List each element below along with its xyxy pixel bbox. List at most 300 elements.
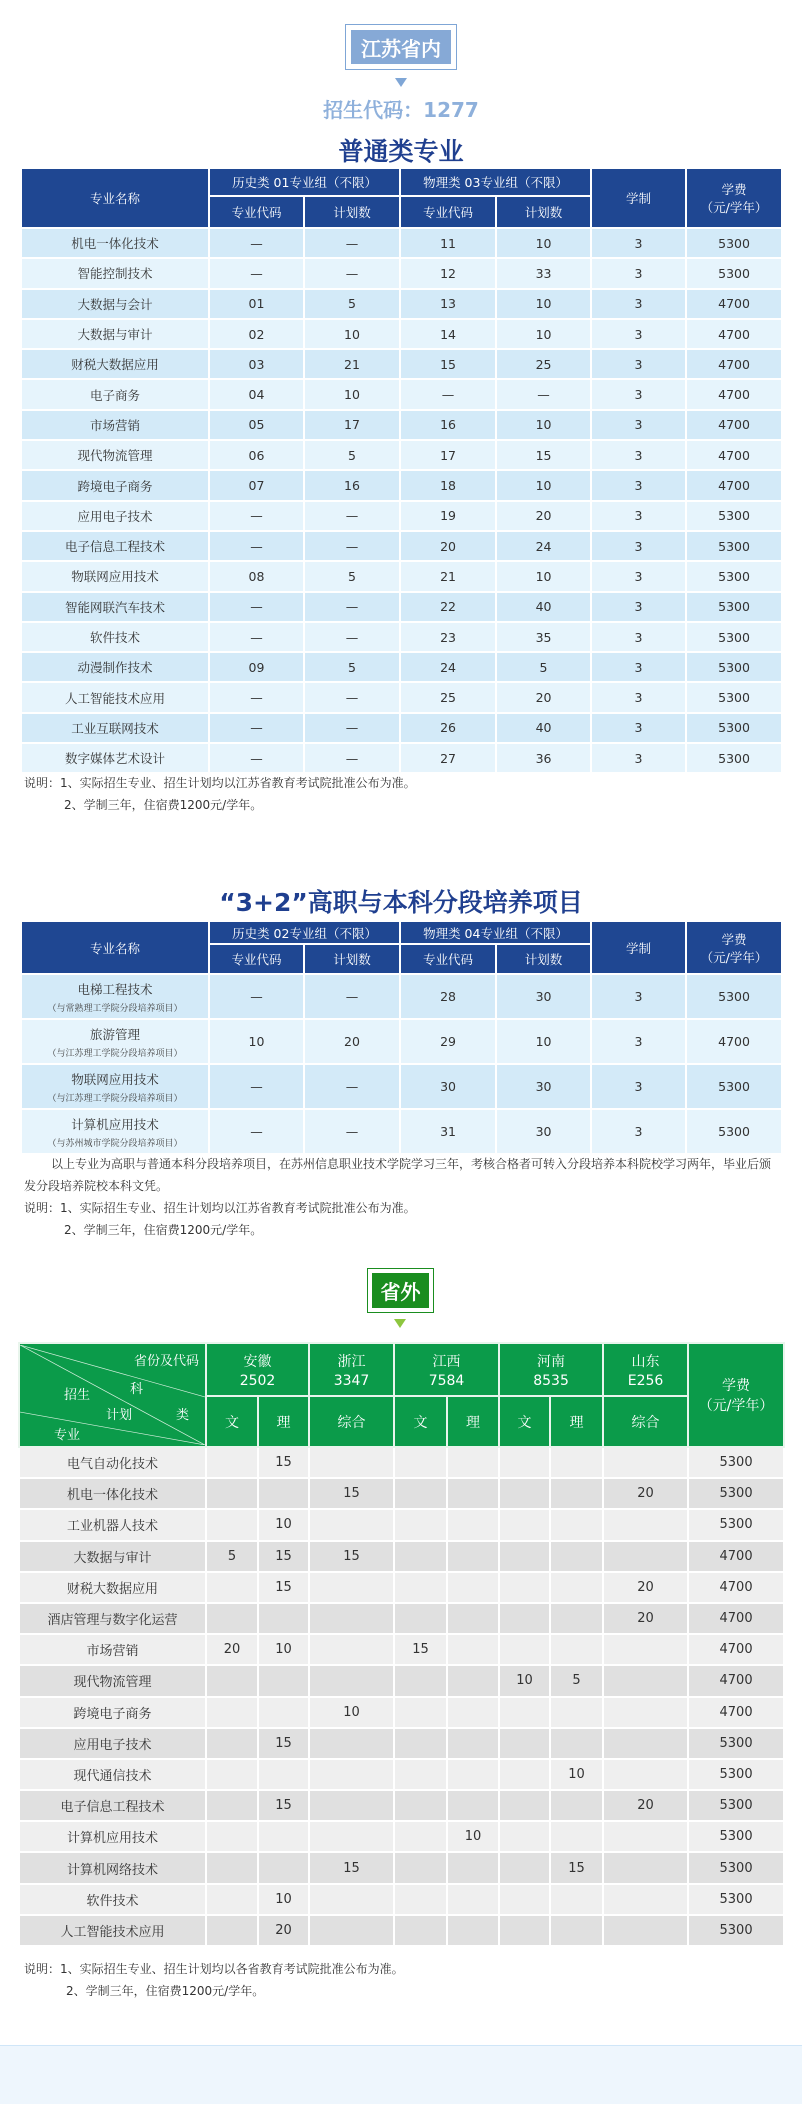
years: 3 xyxy=(591,682,686,712)
table-row xyxy=(21,713,782,743)
fee: 4700 xyxy=(688,1665,784,1696)
fee: 4700 xyxy=(688,1603,784,1634)
header-code: 专业代码 xyxy=(400,196,496,228)
history-plan: 17 xyxy=(304,410,400,440)
table-row xyxy=(19,1541,784,1572)
physics-code: 11 xyxy=(400,228,496,258)
plan-count xyxy=(603,1759,688,1790)
plan-count: 20 xyxy=(603,1572,688,1603)
table-row xyxy=(21,652,782,682)
plan-count xyxy=(309,1915,394,1946)
corner-lei-label: 类 xyxy=(176,1408,190,1423)
physics-code: 27 xyxy=(400,743,496,773)
plan-count xyxy=(258,1665,309,1696)
history-code: — xyxy=(209,974,304,1019)
years: 3 xyxy=(591,652,686,682)
years: 3 xyxy=(591,561,686,591)
fee: 5300 xyxy=(688,1509,784,1540)
fee: 5300 xyxy=(686,561,782,591)
physics-code: 28 xyxy=(400,974,496,1019)
province-code: 8535 xyxy=(533,1372,569,1389)
history-plan: — xyxy=(304,592,400,622)
corner-ke-label: 科 xyxy=(130,1382,144,1397)
plan-count xyxy=(394,1728,447,1759)
header-fee: 学费 （元/学年） xyxy=(688,1343,784,1447)
major-name: 现代物流管理 xyxy=(21,440,209,470)
enrollment-code: 招生代码：1277 xyxy=(323,98,479,122)
physics-plan: 10 xyxy=(496,319,591,349)
province-code: E256 xyxy=(627,1372,664,1389)
years: 3 xyxy=(591,531,686,561)
fee: 5300 xyxy=(686,531,782,561)
plan-count xyxy=(603,1665,688,1696)
major-name: 机电一体化技术 xyxy=(19,1478,206,1509)
plan-count: 20 xyxy=(206,1634,258,1665)
header-code: 专业代码 xyxy=(209,944,304,974)
history-code: 03 xyxy=(209,349,304,379)
plan-count xyxy=(447,1572,499,1603)
major-name xyxy=(21,1064,209,1109)
plan-count xyxy=(447,1509,499,1540)
header-major-name: 专业名称 xyxy=(21,168,209,228)
table-row xyxy=(19,1572,784,1603)
years: 3 xyxy=(591,1019,686,1064)
plan-count xyxy=(394,1478,447,1509)
plan-count xyxy=(447,1665,499,1696)
table-row xyxy=(21,561,782,591)
major-name: 工业机器人技术 xyxy=(19,1509,206,1540)
physics-code: 15 xyxy=(400,349,496,379)
partner-school: （与江苏理工学院分段培养项目） xyxy=(47,1093,183,1104)
major-name xyxy=(21,1109,209,1154)
plan-count xyxy=(550,1884,603,1915)
physics-plan: 10 xyxy=(496,470,591,500)
fee: 5300 xyxy=(688,1915,784,1946)
plan-count xyxy=(603,1541,688,1572)
partner-school: （与苏州城市学院分段培养项目） xyxy=(47,1138,183,1149)
history-code: 08 xyxy=(209,561,304,591)
table-row xyxy=(19,1603,784,1634)
table-row xyxy=(21,1019,782,1064)
header-physics-group: 物理类 03专业组（不限） xyxy=(400,168,591,196)
major-title: 旅游管理 xyxy=(89,1026,140,1042)
table-row xyxy=(21,592,782,622)
plan-count: 15 xyxy=(309,1852,394,1883)
fee: 5300 xyxy=(686,228,782,258)
history-code: 02 xyxy=(209,319,304,349)
years: 3 xyxy=(591,1109,686,1154)
fee: 5300 xyxy=(688,1821,784,1852)
subject-header: 文 xyxy=(394,1396,447,1447)
fee: 4700 xyxy=(686,379,782,409)
history-plan: 10 xyxy=(304,379,400,409)
years: 3 xyxy=(591,1064,686,1109)
plan-count xyxy=(603,1447,688,1478)
fee: 4700 xyxy=(688,1634,784,1665)
plan-count xyxy=(499,1790,550,1821)
regular-notes xyxy=(24,772,416,816)
history-code: 10 xyxy=(209,1019,304,1064)
history-plan: — xyxy=(304,713,400,743)
major-name: 酒店管理与数字化运营 xyxy=(19,1603,206,1634)
years: 3 xyxy=(591,501,686,531)
plan-count xyxy=(603,1634,688,1665)
physics-plan: — xyxy=(496,379,591,409)
table-row xyxy=(21,379,782,409)
header-fee: 学费 （元/学年） xyxy=(686,168,782,228)
history-plan: 20 xyxy=(304,1019,400,1064)
major-title: 电梯工程技术 xyxy=(77,981,153,997)
plan-count xyxy=(550,1790,603,1821)
years: 3 xyxy=(591,379,686,409)
outside-province-table xyxy=(18,1342,785,1947)
plan-count xyxy=(550,1915,603,1946)
plan-count: 20 xyxy=(603,1478,688,1509)
major-name: 人工智能技术应用 xyxy=(19,1915,206,1946)
plan-count xyxy=(206,1790,258,1821)
table-row xyxy=(21,289,782,319)
major-name: 数字媒体艺术设计 xyxy=(21,743,209,773)
table-row xyxy=(21,440,782,470)
plan-count xyxy=(603,1915,688,1946)
plan-count: 15 xyxy=(258,1447,309,1478)
fee: 4700 xyxy=(688,1541,784,1572)
physics-code: 21 xyxy=(400,561,496,591)
fee: 4700 xyxy=(688,1697,784,1728)
physics-code: 20 xyxy=(400,531,496,561)
plan-count xyxy=(309,1821,394,1852)
plan-count xyxy=(550,1821,603,1852)
plan-count xyxy=(447,1541,499,1572)
corner-jihua-label: 计划 xyxy=(106,1408,133,1423)
plan-count xyxy=(206,1821,258,1852)
note-line: 2、学制三年，住宿费1200元/学年。 xyxy=(64,798,263,812)
segmented-table xyxy=(20,920,783,1155)
plan-count xyxy=(499,1915,550,1946)
partner-school: （与江苏理工学院分段培养项目） xyxy=(47,1048,183,1059)
plan-count xyxy=(499,1884,550,1915)
years: 3 xyxy=(591,410,686,440)
subject-header: 文 xyxy=(499,1396,550,1447)
fee: 5300 xyxy=(686,974,782,1019)
plan-count xyxy=(499,1572,550,1603)
plan-count xyxy=(499,1634,550,1665)
plan-count xyxy=(206,1509,258,1540)
physics-plan: 30 xyxy=(496,1064,591,1109)
subject-header: 理 xyxy=(258,1396,309,1447)
years: 3 xyxy=(591,743,686,773)
note-line: 说明：1、实际招生专业、招生计划均以各省教育考试院批准公布为准。 xyxy=(24,1962,404,1976)
segmented-title: “3+2”高职与本科分段培养项目 xyxy=(219,888,583,917)
physics-code: 29 xyxy=(400,1019,496,1064)
fee: 5300 xyxy=(686,258,782,288)
plan-count xyxy=(206,1603,258,1634)
history-code: 06 xyxy=(209,440,304,470)
history-code: 04 xyxy=(209,379,304,409)
major-name xyxy=(21,974,209,1019)
plan-count xyxy=(258,1478,309,1509)
plan-count: 15 xyxy=(309,1478,394,1509)
table-row xyxy=(19,1790,784,1821)
header-major-name: 专业名称 xyxy=(21,921,209,974)
plan-count xyxy=(447,1447,499,1478)
history-plan: — xyxy=(304,531,400,561)
major-name: 财税大数据应用 xyxy=(21,349,209,379)
physics-plan: 15 xyxy=(496,440,591,470)
history-plan: 10 xyxy=(304,319,400,349)
plan-count: 10 xyxy=(447,1821,499,1852)
table-row xyxy=(21,1064,782,1109)
corner-province-label: 省份及代码 xyxy=(133,1354,199,1369)
plan-count: 15 xyxy=(258,1572,309,1603)
plan-count: 5 xyxy=(550,1665,603,1696)
years: 3 xyxy=(591,592,686,622)
plan-count xyxy=(499,1728,550,1759)
major-name: 智能控制技术 xyxy=(21,258,209,288)
history-code: — xyxy=(209,682,304,712)
province-code: 3347 xyxy=(333,1372,370,1389)
table-row xyxy=(21,682,782,712)
plan-count: 10 xyxy=(258,1634,309,1665)
plan-count xyxy=(499,1541,550,1572)
physics-plan: 20 xyxy=(496,501,591,531)
major-name: 电子信息工程技术 xyxy=(19,1790,206,1821)
subject-header: 综合 xyxy=(603,1396,688,1447)
major-name: 软件技术 xyxy=(19,1884,206,1915)
major-name: 机电一体化技术 xyxy=(21,228,209,258)
plan-count xyxy=(447,1697,499,1728)
physics-code: 26 xyxy=(400,713,496,743)
physics-plan: 35 xyxy=(496,622,591,652)
plan-count: 10 xyxy=(258,1884,309,1915)
fee: 4700 xyxy=(688,1572,784,1603)
plan-count: 20 xyxy=(603,1790,688,1821)
table-row xyxy=(19,1509,784,1540)
fee: 5300 xyxy=(688,1852,784,1883)
table-row xyxy=(19,1478,784,1509)
plan-count xyxy=(499,1821,550,1852)
fee: 5300 xyxy=(686,652,782,682)
major-name: 物联网应用技术 xyxy=(21,561,209,591)
plan-count xyxy=(499,1759,550,1790)
major-name: 现代物流管理 xyxy=(19,1665,206,1696)
fee: 5300 xyxy=(686,622,782,652)
fee: 5300 xyxy=(688,1728,784,1759)
years: 3 xyxy=(591,349,686,379)
province-name: 安徽 xyxy=(243,1353,272,1370)
table-row xyxy=(21,501,782,531)
plan-count xyxy=(447,1478,499,1509)
province-header xyxy=(309,1343,394,1396)
fee: 5300 xyxy=(686,592,782,622)
history-plan: 16 xyxy=(304,470,400,500)
major-title: 物联网应用技术 xyxy=(71,1071,159,1087)
major-name: 电气自动化技术 xyxy=(19,1447,206,1478)
plan-count xyxy=(309,1634,394,1665)
years: 3 xyxy=(591,622,686,652)
fee: 5300 xyxy=(688,1759,784,1790)
major-name: 大数据与审计 xyxy=(21,319,209,349)
plan-count xyxy=(206,1884,258,1915)
fee: 5300 xyxy=(686,713,782,743)
plan-count xyxy=(206,1915,258,1946)
table-row xyxy=(21,410,782,440)
province-header xyxy=(499,1343,603,1396)
plan-count: 10 xyxy=(309,1697,394,1728)
history-code: 07 xyxy=(209,470,304,500)
plan-count xyxy=(258,1852,309,1883)
major-title: 计算机应用技术 xyxy=(71,1116,159,1132)
plan-count xyxy=(499,1447,550,1478)
header-years: 学制 xyxy=(591,168,686,228)
plan-count xyxy=(394,1759,447,1790)
history-plan: 5 xyxy=(304,652,400,682)
table-row xyxy=(19,1728,784,1759)
plan-count xyxy=(447,1634,499,1665)
segmented-notes xyxy=(24,1153,774,1241)
section-badge-outside: 省外 xyxy=(367,1268,434,1313)
table-row xyxy=(21,974,782,1019)
regular-majors-table xyxy=(20,167,783,774)
plan-count xyxy=(499,1478,550,1509)
fee: 5300 xyxy=(688,1447,784,1478)
major-name: 现代通信技术 xyxy=(19,1759,206,1790)
plan-count xyxy=(499,1603,550,1634)
table-row xyxy=(19,1759,784,1790)
header-history-group: 历史类 02专业组（不限） xyxy=(209,921,400,944)
plan-count xyxy=(309,1759,394,1790)
corner-zhaosheng-label: 招生 xyxy=(64,1388,91,1403)
down-arrow-icon xyxy=(395,78,407,87)
fee: 4700 xyxy=(686,440,782,470)
fee: 4700 xyxy=(686,410,782,440)
physics-code: 19 xyxy=(400,501,496,531)
table-row xyxy=(21,470,782,500)
plan-count xyxy=(447,1915,499,1946)
plan-count xyxy=(394,1821,447,1852)
fee: 5300 xyxy=(686,682,782,712)
plan-count xyxy=(394,1447,447,1478)
section-badge-jiangsu: 江苏省内 xyxy=(345,24,457,70)
plan-count xyxy=(550,1572,603,1603)
major-name: 人工智能技术应用 xyxy=(21,682,209,712)
header-code: 专业代码 xyxy=(400,944,496,974)
physics-plan: 5 xyxy=(496,652,591,682)
physics-code: 24 xyxy=(400,652,496,682)
table-row xyxy=(19,1915,784,1946)
physics-code: 30 xyxy=(400,1064,496,1109)
regular-majors-title: 普通类专业 xyxy=(338,137,464,166)
plan-count: 10 xyxy=(550,1759,603,1790)
plan-count xyxy=(603,1852,688,1883)
plan-count xyxy=(309,1790,394,1821)
subject-header: 文 xyxy=(206,1396,258,1447)
plan-count xyxy=(603,1728,688,1759)
physics-code: 31 xyxy=(400,1109,496,1154)
physics-code: 23 xyxy=(400,622,496,652)
table-row xyxy=(19,1447,784,1478)
province-header xyxy=(603,1343,688,1396)
province-name: 河南 xyxy=(537,1353,566,1370)
fee: 5300 xyxy=(686,1109,782,1154)
history-code: — xyxy=(209,743,304,773)
table-row xyxy=(21,1109,782,1154)
plan-count: 20 xyxy=(603,1603,688,1634)
plan-count xyxy=(499,1697,550,1728)
province-code: 7584 xyxy=(428,1372,465,1389)
plan-count xyxy=(206,1728,258,1759)
table-row xyxy=(21,349,782,379)
years: 3 xyxy=(591,440,686,470)
plan-count: 15 xyxy=(550,1852,603,1883)
history-code: 09 xyxy=(209,652,304,682)
plan-count xyxy=(206,1447,258,1478)
history-code: — xyxy=(209,501,304,531)
years: 3 xyxy=(591,470,686,500)
history-plan: 5 xyxy=(304,289,400,319)
plan-count xyxy=(394,1915,447,1946)
table-row xyxy=(19,1634,784,1665)
plan-count xyxy=(550,1697,603,1728)
table-row xyxy=(21,228,782,258)
history-plan: — xyxy=(304,974,400,1019)
physics-plan: 10 xyxy=(496,410,591,440)
plan-count: 15 xyxy=(258,1541,309,1572)
major-name: 软件技术 xyxy=(21,622,209,652)
major-name: 电子商务 xyxy=(21,379,209,409)
physics-plan: 10 xyxy=(496,289,591,319)
subject-header: 理 xyxy=(447,1396,499,1447)
plan-count xyxy=(394,1697,447,1728)
physics-plan: 36 xyxy=(496,743,591,773)
plan-count xyxy=(206,1759,258,1790)
plan-count: 15 xyxy=(309,1541,394,1572)
plan-count xyxy=(550,1541,603,1572)
major-name: 计算机网络技术 xyxy=(19,1852,206,1883)
note-line: 说明：1、实际招生专业、招生计划均以江苏省教育考试院批准公布为准。 xyxy=(24,776,416,790)
plan-count: 10 xyxy=(499,1665,550,1696)
plan-count xyxy=(309,1728,394,1759)
fee: 5300 xyxy=(686,743,782,773)
plan-count xyxy=(394,1572,447,1603)
plan-count xyxy=(499,1852,550,1883)
plan-count xyxy=(309,1665,394,1696)
major-name: 大数据与审计 xyxy=(19,1541,206,1572)
history-code: 01 xyxy=(209,289,304,319)
plan-count xyxy=(394,1541,447,1572)
down-arrow-icon xyxy=(394,1319,406,1328)
history-plan: — xyxy=(304,622,400,652)
history-code: — xyxy=(209,1109,304,1154)
header-fee: 学费 （元/学年） xyxy=(686,921,782,974)
header-years: 学制 xyxy=(591,921,686,974)
physics-code: 14 xyxy=(400,319,496,349)
major-name: 市场营销 xyxy=(21,410,209,440)
history-code: — xyxy=(209,622,304,652)
physics-plan: 10 xyxy=(496,1019,591,1064)
years: 3 xyxy=(591,319,686,349)
province-name: 山东 xyxy=(631,1353,660,1370)
corner-header xyxy=(19,1343,206,1447)
plan-count xyxy=(258,1697,309,1728)
fee: 5300 xyxy=(688,1478,784,1509)
plan-count xyxy=(394,1790,447,1821)
years: 3 xyxy=(591,228,686,258)
plan-count xyxy=(447,1884,499,1915)
physics-plan: 20 xyxy=(496,682,591,712)
plan-count xyxy=(603,1884,688,1915)
history-plan: — xyxy=(304,258,400,288)
